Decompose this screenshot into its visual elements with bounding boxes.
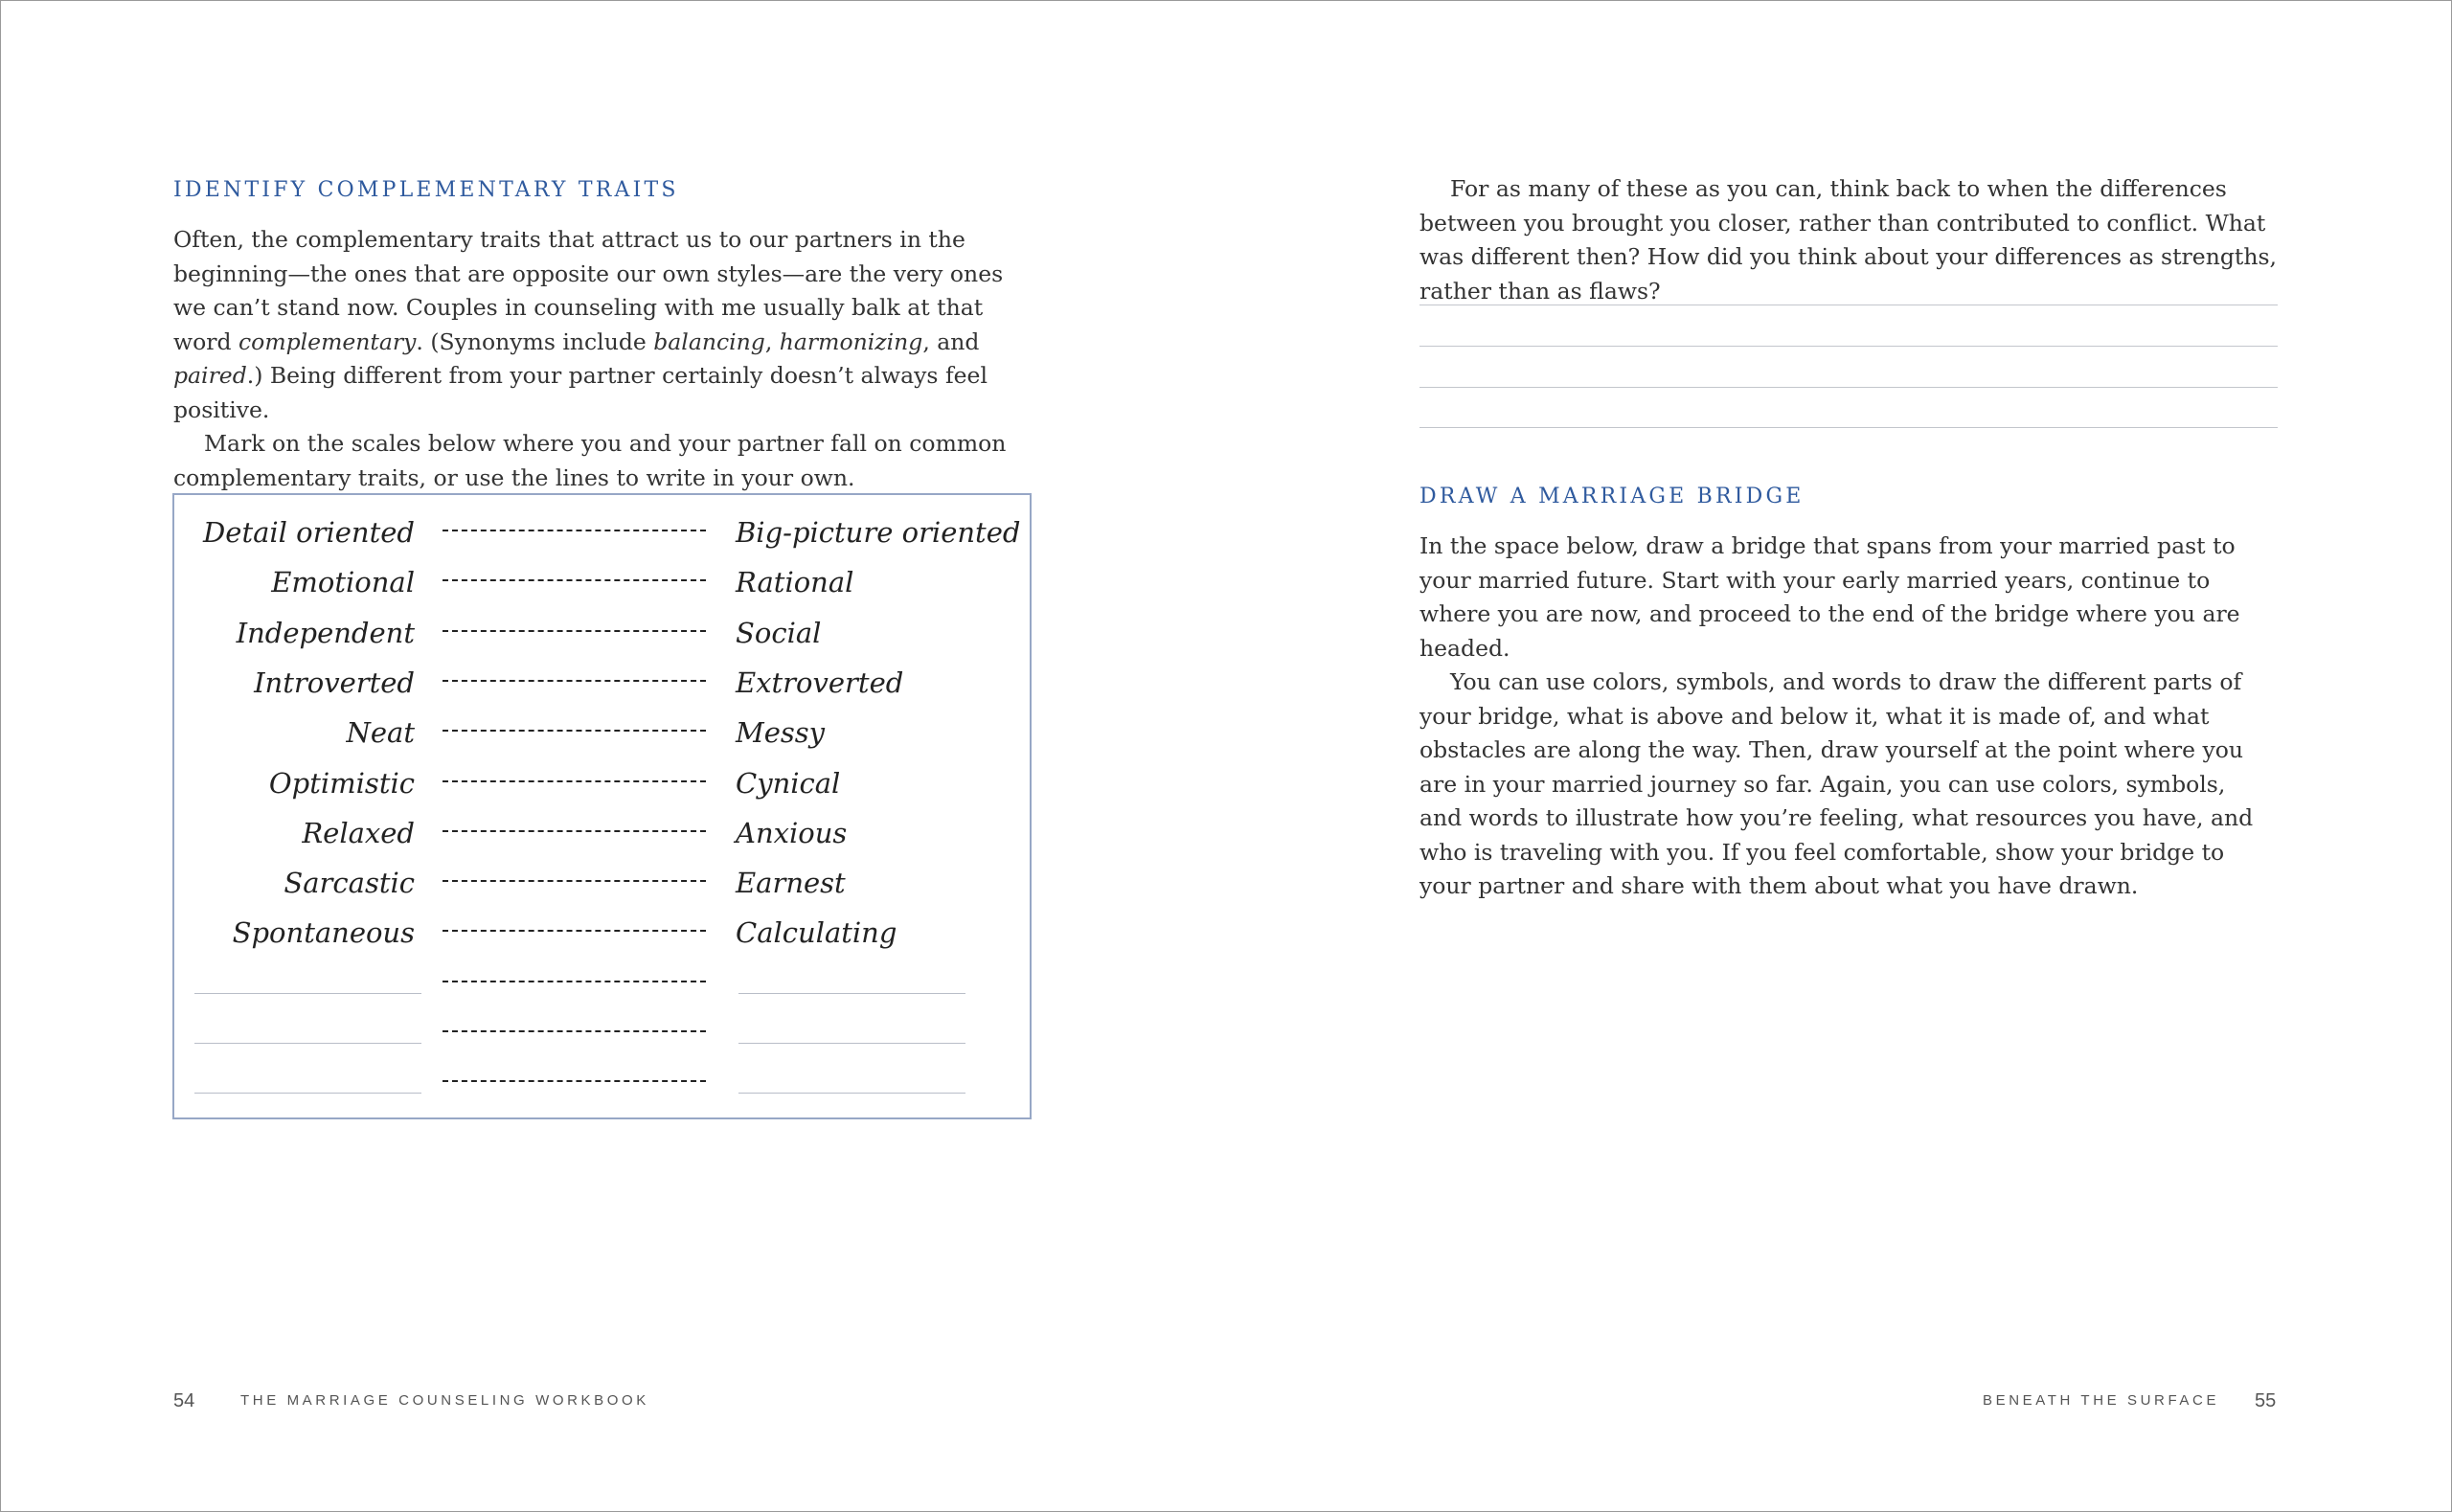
italic-term: complementary [238, 327, 417, 355]
custom-trait-right-line[interactable] [738, 1043, 965, 1044]
text-segment: Often, the complementary traits that attract us to our partners in the beginning—the ones that are opposite our own styles—are the very ones we can’t stand now. Couples in counseling with me usually balk at that word [173, 226, 1004, 355]
trait-left-label: Optimistic [268, 766, 415, 800]
trait-right-label: Cynical [736, 766, 841, 800]
trait-left-label: Relaxed [302, 816, 415, 849]
page-number-right: 55 [2255, 1390, 2277, 1411]
page-number-left: 54 [173, 1390, 195, 1411]
trait-right-label: Earnest [736, 867, 846, 900]
trait-right-label: Extroverted [736, 666, 904, 699]
trait-scale[interactable] [443, 930, 706, 932]
trait-left-label: Introverted [254, 666, 415, 699]
text-segment: . (Synonyms include [416, 327, 654, 355]
trait-left-label: Detail oriented [203, 516, 415, 549]
text-segment: , and [922, 327, 980, 355]
intro-paragraph [173, 223, 1026, 427]
section-heading-marriage-bridge: DRAW A MARRIAGE BRIDGE [1419, 485, 1805, 508]
italic-term: paired [173, 362, 247, 389]
section-heading-complementary-traits: IDENTIFY COMPLEMENTARY TRAITS [173, 178, 679, 202]
custom-trait-right-line[interactable] [738, 993, 965, 994]
trait-right-label: Rational [736, 566, 854, 599]
trait-scale[interactable] [443, 530, 706, 531]
trait-left-label: Sarcastic [284, 867, 415, 900]
text-segment: .) Being different from your partner certainly doesn’t always feel positive. [173, 362, 988, 423]
text-segment: , [764, 327, 780, 355]
trait-right-label: Anxious [736, 816, 848, 849]
custom-trait-right-line[interactable] [738, 1093, 965, 1094]
writing-line[interactable] [1419, 427, 2278, 428]
italic-term: balancing [653, 327, 765, 355]
custom-trait-left-line[interactable] [194, 1093, 421, 1094]
trait-scale[interactable] [443, 1030, 706, 1032]
trait-scale[interactable] [443, 730, 706, 732]
trait-scale[interactable] [443, 981, 706, 982]
trait-scale[interactable] [443, 830, 706, 832]
instruction-paragraph: Mark on the scales below where you and your partner fall on common complementary traits, or use the lines to write in your own. [173, 430, 1007, 491]
trait-scale[interactable] [443, 880, 706, 882]
trait-left-label: Spontaneous [232, 916, 415, 950]
trait-scale[interactable] [443, 630, 706, 632]
bridge-paragraph: In the space below, draw a bridge that spans from your married past to your married future. Start with your early married years, continue to where you are now, and proceed to the end of the bridge where you are headed. [1419, 532, 2240, 662]
trait-scale[interactable] [443, 780, 706, 782]
trait-left-label: Neat [346, 716, 415, 750]
trait-left-label: Emotional [271, 566, 415, 599]
running-title-left: THE MARRIAGE COUNSELING WORKBOOK [240, 1392, 649, 1409]
custom-trait-left-line[interactable] [194, 1043, 421, 1044]
trait-right-label: Calculating [736, 916, 897, 950]
trait-right-label: Messy [736, 716, 826, 750]
running-title-right: BENEATH THE SURFACE [1983, 1392, 2220, 1409]
writing-line[interactable] [1419, 387, 2278, 388]
bridge-text-block [1419, 530, 2262, 904]
bridge-instructions-paragraph: You can use colors, symbols, and words to draw the different parts of your bridge, what is above and below it, what it is made of, and what obstacles are along the way. Then, draw yourself at the point where you are in your married journey so far. Again, you can use colors, symbols, and words to illustrate how you’re feeling, what resources you have, and who is traveling with you. If you feel comfortable, show your bridge to your partner and share with them about what you have drawn. [1419, 668, 2254, 899]
italic-term: harmonizing [779, 327, 923, 355]
trait-left-label: Independent [236, 616, 415, 649]
reflection-prompt: For as many of these as you can, think back to when the differences between you brought you closer, rather than contributed to conflict. What was different then? How did you think about your differences as strengths, rather than as flaws? [1419, 175, 2277, 305]
trait-scale[interactable] [443, 1080, 706, 1082]
writing-line[interactable] [1419, 346, 2278, 347]
trait-scale[interactable] [443, 579, 706, 581]
intro-text-block [173, 223, 1026, 495]
custom-trait-left-line[interactable] [194, 993, 421, 994]
trait-right-label: Big-picture oriented [736, 516, 1021, 549]
trait-scale[interactable] [443, 680, 706, 682]
trait-right-label: Social [736, 616, 822, 649]
